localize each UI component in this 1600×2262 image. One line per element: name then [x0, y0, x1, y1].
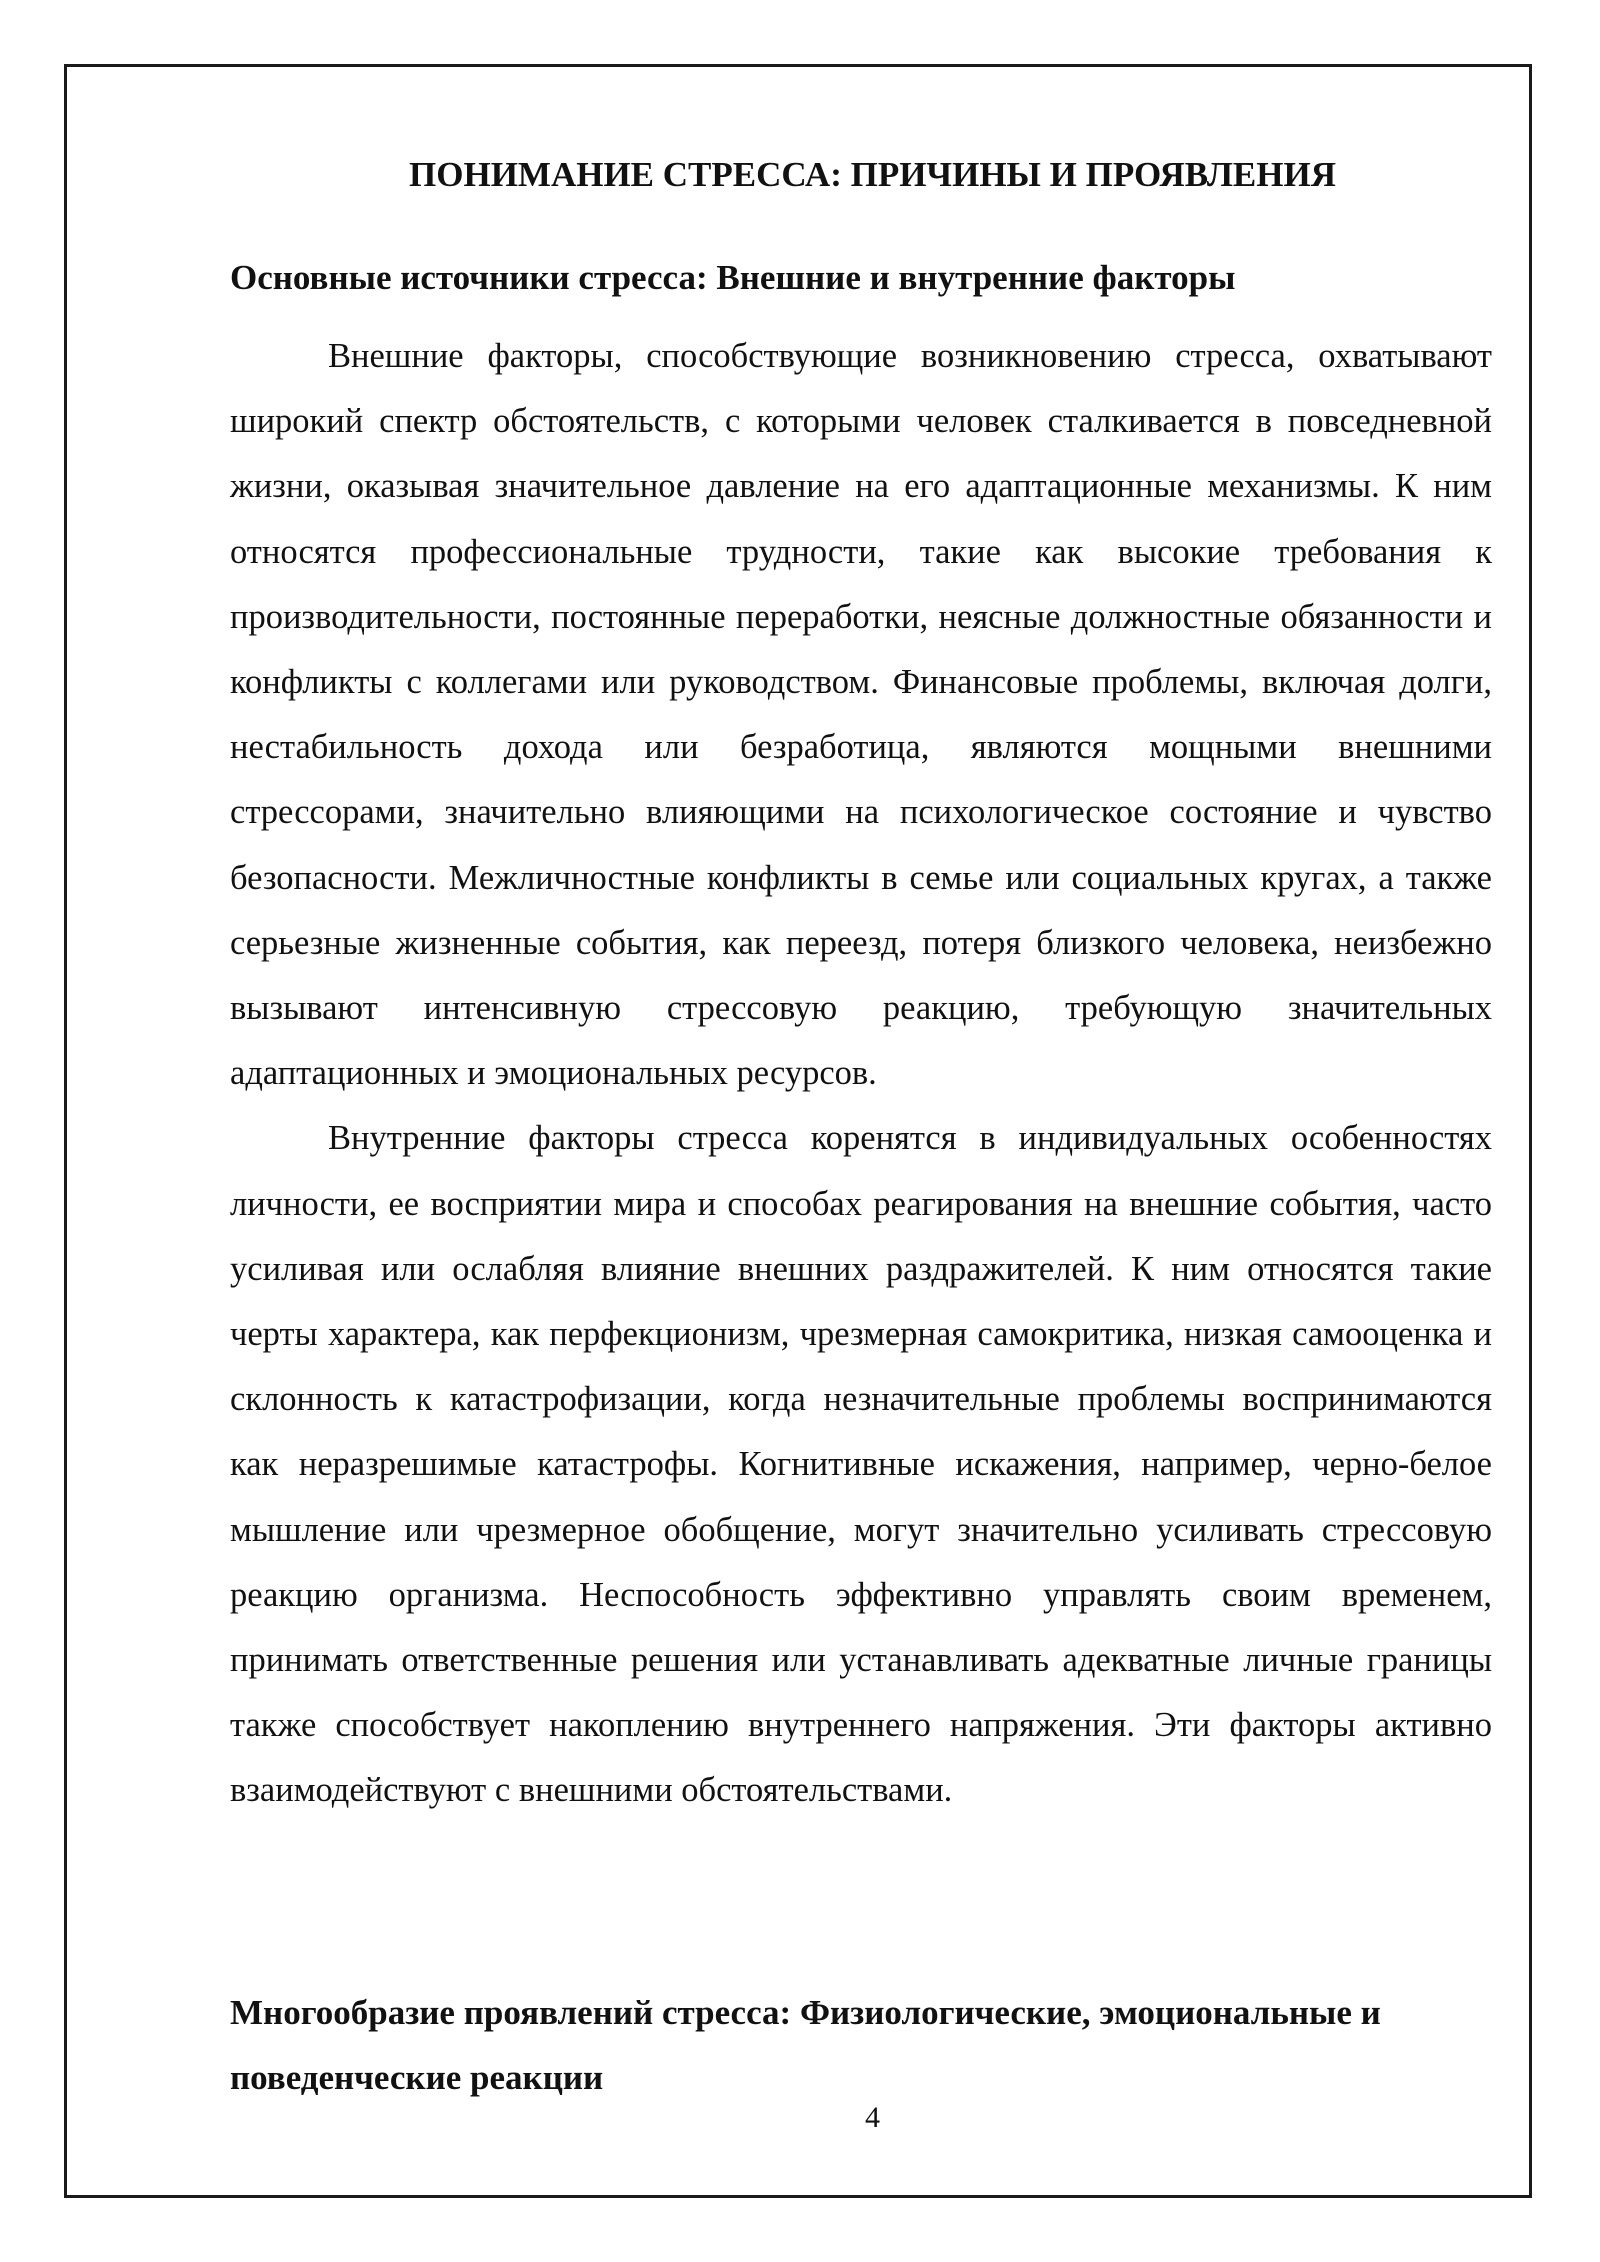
section-heading-sources: Основные источники стресса: Внешние и внутренние факторы — [230, 258, 1236, 297]
section-heading-manifestations: Многообразие проявлений стресса: Физиологические, эмоциональные и поведенческие реакции — [230, 1993, 1381, 2097]
section-1-body — [230, 324, 1492, 1824]
page-number: 4 — [865, 2101, 880, 2134]
section-2 — [230, 1980, 1492, 2110]
paragraph-internal-factors: Внутренние факторы стресса коренятся в индивидуальных особенностях личности, ее восприятии мира и способах реагирования на внешние события, часто усиливая или ослабляя влияние внешних раздражителей. К ним относятся такие черты характера, как перфекционизм, чрезмерная самокритика, низкая самооценка и склонность к катастрофизации, когда незначительные проблемы воспринимаются как неразрешимые катастрофы. Когнитивные искажения, например, черно-белое мышление или чрезмерное обобщение, могут значительно усиливать стрессовую реакцию организма. Неспособность эффективно управлять своим временем, принимать ответственные решения или устанавливать адекватные личные границы также способствует накоплению внутреннего напряжения. Эти факторы активно взаимодействуют с внешними обстоятельствами. — [230, 1119, 1492, 1810]
paragraph-external-factors: Внешние факторы, способствующие возникновению стресса, охватывают широкий спектр обстоятельств, с которыми человек сталкивается в повседневной жизни, оказывая значительное давление на его адаптационные механизмы. К ним относятся профессиональные трудности, такие как высокие требования к производительности, постоянные переработки, неясные должностные обязанности и конфликты с коллегами или руководством. Финансовые проблемы, включая долги, нестабильность дохода или безработица, являются мощными внешними стрессорами, значительно влияющими на психологическое состояние и чувство безопасности. Межличностные конфликты в семье или социальных кругах, а также серьезные жизненные события, как переезд, потеря близкого человека, неизбежно вызывают интенсивную стрессовую реакцию, требующую значительных адаптационных и эмоциональных ресурсов. — [230, 337, 1492, 1093]
document-title: ПОНИМАНИЕ СТРЕССА: ПРИЧИНЫ И ПРОЯВЛЕНИЯ — [409, 155, 1336, 194]
section-1 — [230, 245, 1492, 310]
